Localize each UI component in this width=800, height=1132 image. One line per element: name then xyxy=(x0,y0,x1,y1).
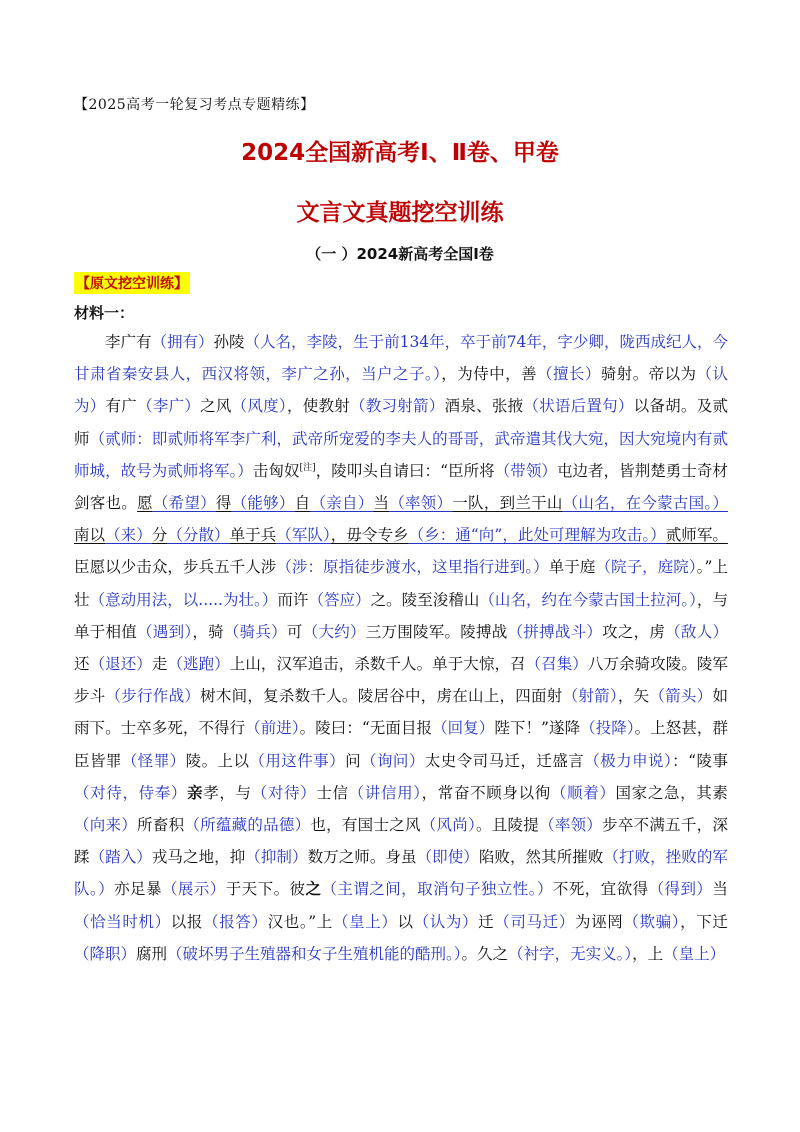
gloss-annotation: （骑兵） xyxy=(223,622,287,641)
gloss-annotation: （大约） xyxy=(302,622,366,641)
passage-segment: 陛下！”遂降 xyxy=(494,719,581,738)
gloss-annotation: （逃跑） xyxy=(167,655,230,674)
passage-segment: 贰师军。 xyxy=(665,526,728,545)
passage-text xyxy=(74,326,728,970)
passage-segment: 孝，与 xyxy=(203,783,252,802)
passage-segment: 陵。上以 xyxy=(185,751,250,770)
gloss-annotation: （即使） xyxy=(416,848,479,867)
gloss-annotation: （皇上） xyxy=(332,912,398,931)
gloss-annotation: （教习射箭） xyxy=(349,397,445,416)
gloss-annotation: （衬字，无实义。） xyxy=(508,944,633,963)
passage-segment: 还 xyxy=(74,655,90,674)
gloss-annotation: （步行作战） xyxy=(105,687,201,706)
gloss-annotation: （召集） xyxy=(525,655,588,674)
gloss-annotation: （风尚） xyxy=(420,816,477,835)
passage-segment: 以报 xyxy=(170,912,204,931)
gloss-annotation: （投降） xyxy=(580,719,635,738)
gloss-annotation: （射箭） xyxy=(562,687,618,706)
gloss-annotation: （山名，约在今蒙古国土拉河。） xyxy=(479,590,697,609)
passage-segment: 问 xyxy=(345,751,362,770)
gloss-annotation: （顺着） xyxy=(550,783,616,802)
section-subtitle: （一 ）2024新高考全国Ⅰ卷 xyxy=(306,245,494,263)
passage-segment: 走 xyxy=(151,655,168,674)
gloss-annotation: （敌人） xyxy=(665,622,728,641)
gloss-annotation: （遇到） xyxy=(137,622,193,641)
gloss-annotation: （皇上） xyxy=(663,944,726,963)
passage-segment: 孙陵 xyxy=(213,333,245,351)
gloss-annotation: （询问） xyxy=(361,751,425,770)
passage-segment: ：“陵事 xyxy=(672,751,728,770)
gloss-annotation: （人名，李陵，生于前134年，卒于前74年，字少卿，陇西成纪人，今甘肃省秦安县人，西汉将领，李广之孙，当户之子。） xyxy=(74,333,728,384)
passage-segment: 数万之师。身虽 xyxy=(307,848,417,867)
passage-segment: 当 xyxy=(373,494,390,513)
gloss-annotation: （展示） xyxy=(161,880,226,899)
passage-segment: 得 xyxy=(215,494,232,513)
gloss-annotation: （拼搏战斗） xyxy=(507,622,603,641)
gloss-annotation: （乡：通“向”，此处可理解为攻击。） xyxy=(408,526,666,545)
gloss-annotation: （破坏男子生殖器和女子生殖机能的酷刑。） xyxy=(167,944,462,963)
passage-segment: 如雨下。士卒多死，不得行 xyxy=(74,687,728,738)
passage-segment: 。”上壮 xyxy=(74,558,728,609)
passage-segment: 所畜积 xyxy=(137,816,185,835)
passage-segment: ，上 xyxy=(632,944,664,963)
gloss-annotation: （用这件事） xyxy=(249,751,346,770)
gloss-annotation: （亲自） xyxy=(310,494,374,513)
passage-segment: 三万围陵军。陵搏战 xyxy=(365,622,508,641)
gloss-annotation: （来） xyxy=(105,526,152,545)
gloss-annotation: （回复） xyxy=(432,719,495,738)
gloss-annotation: （分散） xyxy=(167,526,230,545)
passage-segment: 。且陵提 xyxy=(476,816,540,835)
passage-segment: 为诬罔 xyxy=(574,912,624,931)
passage-segment: 也，有国士之风 xyxy=(310,816,421,835)
passage-segment: 汉也。”上 xyxy=(267,912,333,931)
passage-segment: 单于兵 xyxy=(229,526,277,545)
gloss-annotation: （擅长） xyxy=(537,365,601,384)
gloss-annotation: （率领） xyxy=(539,816,603,835)
gloss-annotation: （退还） xyxy=(89,655,152,674)
passage-segment: 当 xyxy=(712,880,728,899)
gloss-annotation: （抑制） xyxy=(245,848,308,867)
passage-segment: 单于庭 xyxy=(548,558,596,577)
passage-segment: 以备胡。及贰师 xyxy=(74,397,728,448)
passage-segment: 分 xyxy=(151,526,168,545)
gloss-annotation: （打败，挫败的军队。） xyxy=(74,848,728,899)
gloss-annotation: （军队） xyxy=(276,526,331,545)
passage-segment: 。陵曰：“无面目报 xyxy=(299,719,433,738)
gloss-annotation: （状语后置句） xyxy=(523,397,634,416)
gloss-annotation: （院子，庭院） xyxy=(595,558,697,577)
passage-segment: 屯边者，皆荆楚勇士奇材剑客也。 xyxy=(74,461,728,513)
passage-segment: 于天下。彼 xyxy=(225,880,306,899)
passage-segment: ，矢 xyxy=(617,687,650,706)
passage-segment: 太史令司马迁，迁盛言 xyxy=(424,751,585,770)
gloss-annotation: （山名，在今蒙古国。） xyxy=(562,494,728,513)
passage-segment: 臣愿以少击众，步兵五千人涉 xyxy=(74,558,277,577)
gloss-annotation: （报答） xyxy=(203,912,268,931)
passage-segment: 南以 xyxy=(74,526,106,545)
gloss-annotation: （讲信用） xyxy=(348,783,422,802)
header-note: 【2025高考一轮复习考点专题精练】 xyxy=(74,97,315,113)
gloss-annotation: （涉：原指徒步渡水，这里指行进到。） xyxy=(276,558,549,577)
gloss-annotation: （风度） xyxy=(231,397,287,416)
passage-segment: 有广 xyxy=(105,397,138,416)
gloss-annotation: （答应） xyxy=(308,590,371,609)
passage-segment: 上山，汉军追击，杀数千人。单于大惊，召 xyxy=(229,655,526,674)
passage-segment: ，骑 xyxy=(192,622,224,641)
gloss-annotation: （认为） xyxy=(74,365,728,416)
gloss-annotation: （前进） xyxy=(245,719,300,738)
passage-segment: 步卒不满五千，深蹂 xyxy=(74,816,728,867)
passage-segment: 之风 xyxy=(200,397,232,416)
gloss-annotation: （意动用法，以.....为壮。） xyxy=(89,590,278,609)
passage-segment: ，下迁 xyxy=(680,912,728,931)
gloss-annotation: （希望） xyxy=(152,494,216,513)
passage-segment: ，与单于相值 xyxy=(74,590,728,641)
footnote-marker: [注] xyxy=(299,462,316,473)
passage-segment: 可 xyxy=(286,622,303,641)
passage-segment: 攻之，虏 xyxy=(602,622,666,641)
passage-segment: ，常奋不顾身以徇 xyxy=(421,783,551,802)
gloss-annotation: （怪罪） xyxy=(121,751,186,770)
emphasized-char: 之 xyxy=(305,879,322,899)
passage-segment: 不死，宜欲得 xyxy=(552,880,649,899)
passage-segment: 。久之 xyxy=(461,944,509,963)
gloss-annotation: （李广） xyxy=(137,397,201,416)
gloss-annotation: （箭头） xyxy=(649,687,713,706)
passage-segment: 愿 xyxy=(137,494,153,513)
gloss-annotation: （向来） xyxy=(74,816,138,835)
passage-segment: 国家之急，其素 xyxy=(615,783,728,802)
page-title: 2024全国新高考Ⅰ、Ⅱ卷、甲卷 xyxy=(241,140,559,166)
material-label: 材料一： xyxy=(74,304,135,322)
passage-segment: ，陵叩头自请曰：“臣所将 xyxy=(315,461,495,480)
gloss-annotation: （降职） xyxy=(74,944,137,963)
gloss-annotation: （带领） xyxy=(494,461,557,480)
passage-segment: 而许 xyxy=(277,590,309,609)
gloss-annotation: （能够） xyxy=(231,494,295,513)
page-title-secondary: 文言文真题挖空训练 xyxy=(296,200,504,226)
passage-segment: 陷败，然其所摧败 xyxy=(478,848,604,867)
passage-segment: 迁 xyxy=(478,912,495,931)
passage-segment: 李广有 xyxy=(105,333,152,351)
passage-segment: 。上怒甚，群臣皆罪 xyxy=(74,719,728,770)
emphasized-char: 亲 xyxy=(187,782,204,802)
gloss-annotation: （主谓之间，取消句子独立性。） xyxy=(321,880,553,899)
passage-segment: ，毋令专乡 xyxy=(330,526,409,545)
passage-segment: 树木间，复杀数千人。陵居谷中，虏在山上，四面射 xyxy=(200,687,563,706)
gloss-annotation: （率领） xyxy=(389,494,453,513)
passage-segment: 酒泉、张掖 xyxy=(444,397,524,416)
gloss-annotation: （对待，侍奉） xyxy=(74,783,188,802)
gloss-annotation: （认为） xyxy=(413,912,479,931)
passage-segment: 骑射。帝以为 xyxy=(600,365,697,384)
gloss-annotation: （拥有） xyxy=(151,333,214,351)
section-label: 【原文挖空训练】 xyxy=(74,272,190,294)
gloss-annotation: （司马迁） xyxy=(494,912,575,931)
passage-segment: 腐刑 xyxy=(136,944,168,963)
passage-segment: 自 xyxy=(294,494,311,513)
gloss-annotation: （极力申说） xyxy=(584,751,673,770)
passage-segment: 戎马之地，抑 xyxy=(151,848,246,867)
gloss-annotation: （所蕴藏的品德） xyxy=(184,816,311,835)
gloss-annotation: （欺骗） xyxy=(623,912,681,931)
passage-segment: 击匈奴 xyxy=(252,461,300,480)
gloss-annotation: （得到） xyxy=(648,880,713,899)
gloss-annotation: （踏入） xyxy=(89,848,152,867)
passage-segment: ，使教射 xyxy=(286,397,350,416)
passage-segment: ，为侍中，善 xyxy=(441,365,537,384)
passage-segment: 之。陵至浚稽山 xyxy=(370,590,480,609)
passage-segment: 一队，到兰干山 xyxy=(452,494,563,513)
passage-segment: 八万余骑攻陵。陵军步斗 xyxy=(74,655,728,706)
passage-segment: 士信 xyxy=(316,783,349,802)
gloss-annotation: （贰师：即贰师将军李广利，武帝所宠爱的李夫人的哥哥，武帝遣其伐大宛，因大宛境内有贰师城，故号为贰师将军。） xyxy=(74,429,728,480)
gloss-annotation: （恰当时机） xyxy=(74,912,171,931)
passage-segment: 以 xyxy=(397,912,414,931)
gloss-annotation: （对待） xyxy=(251,783,317,802)
passage-segment: 亦足暴 xyxy=(114,880,162,899)
